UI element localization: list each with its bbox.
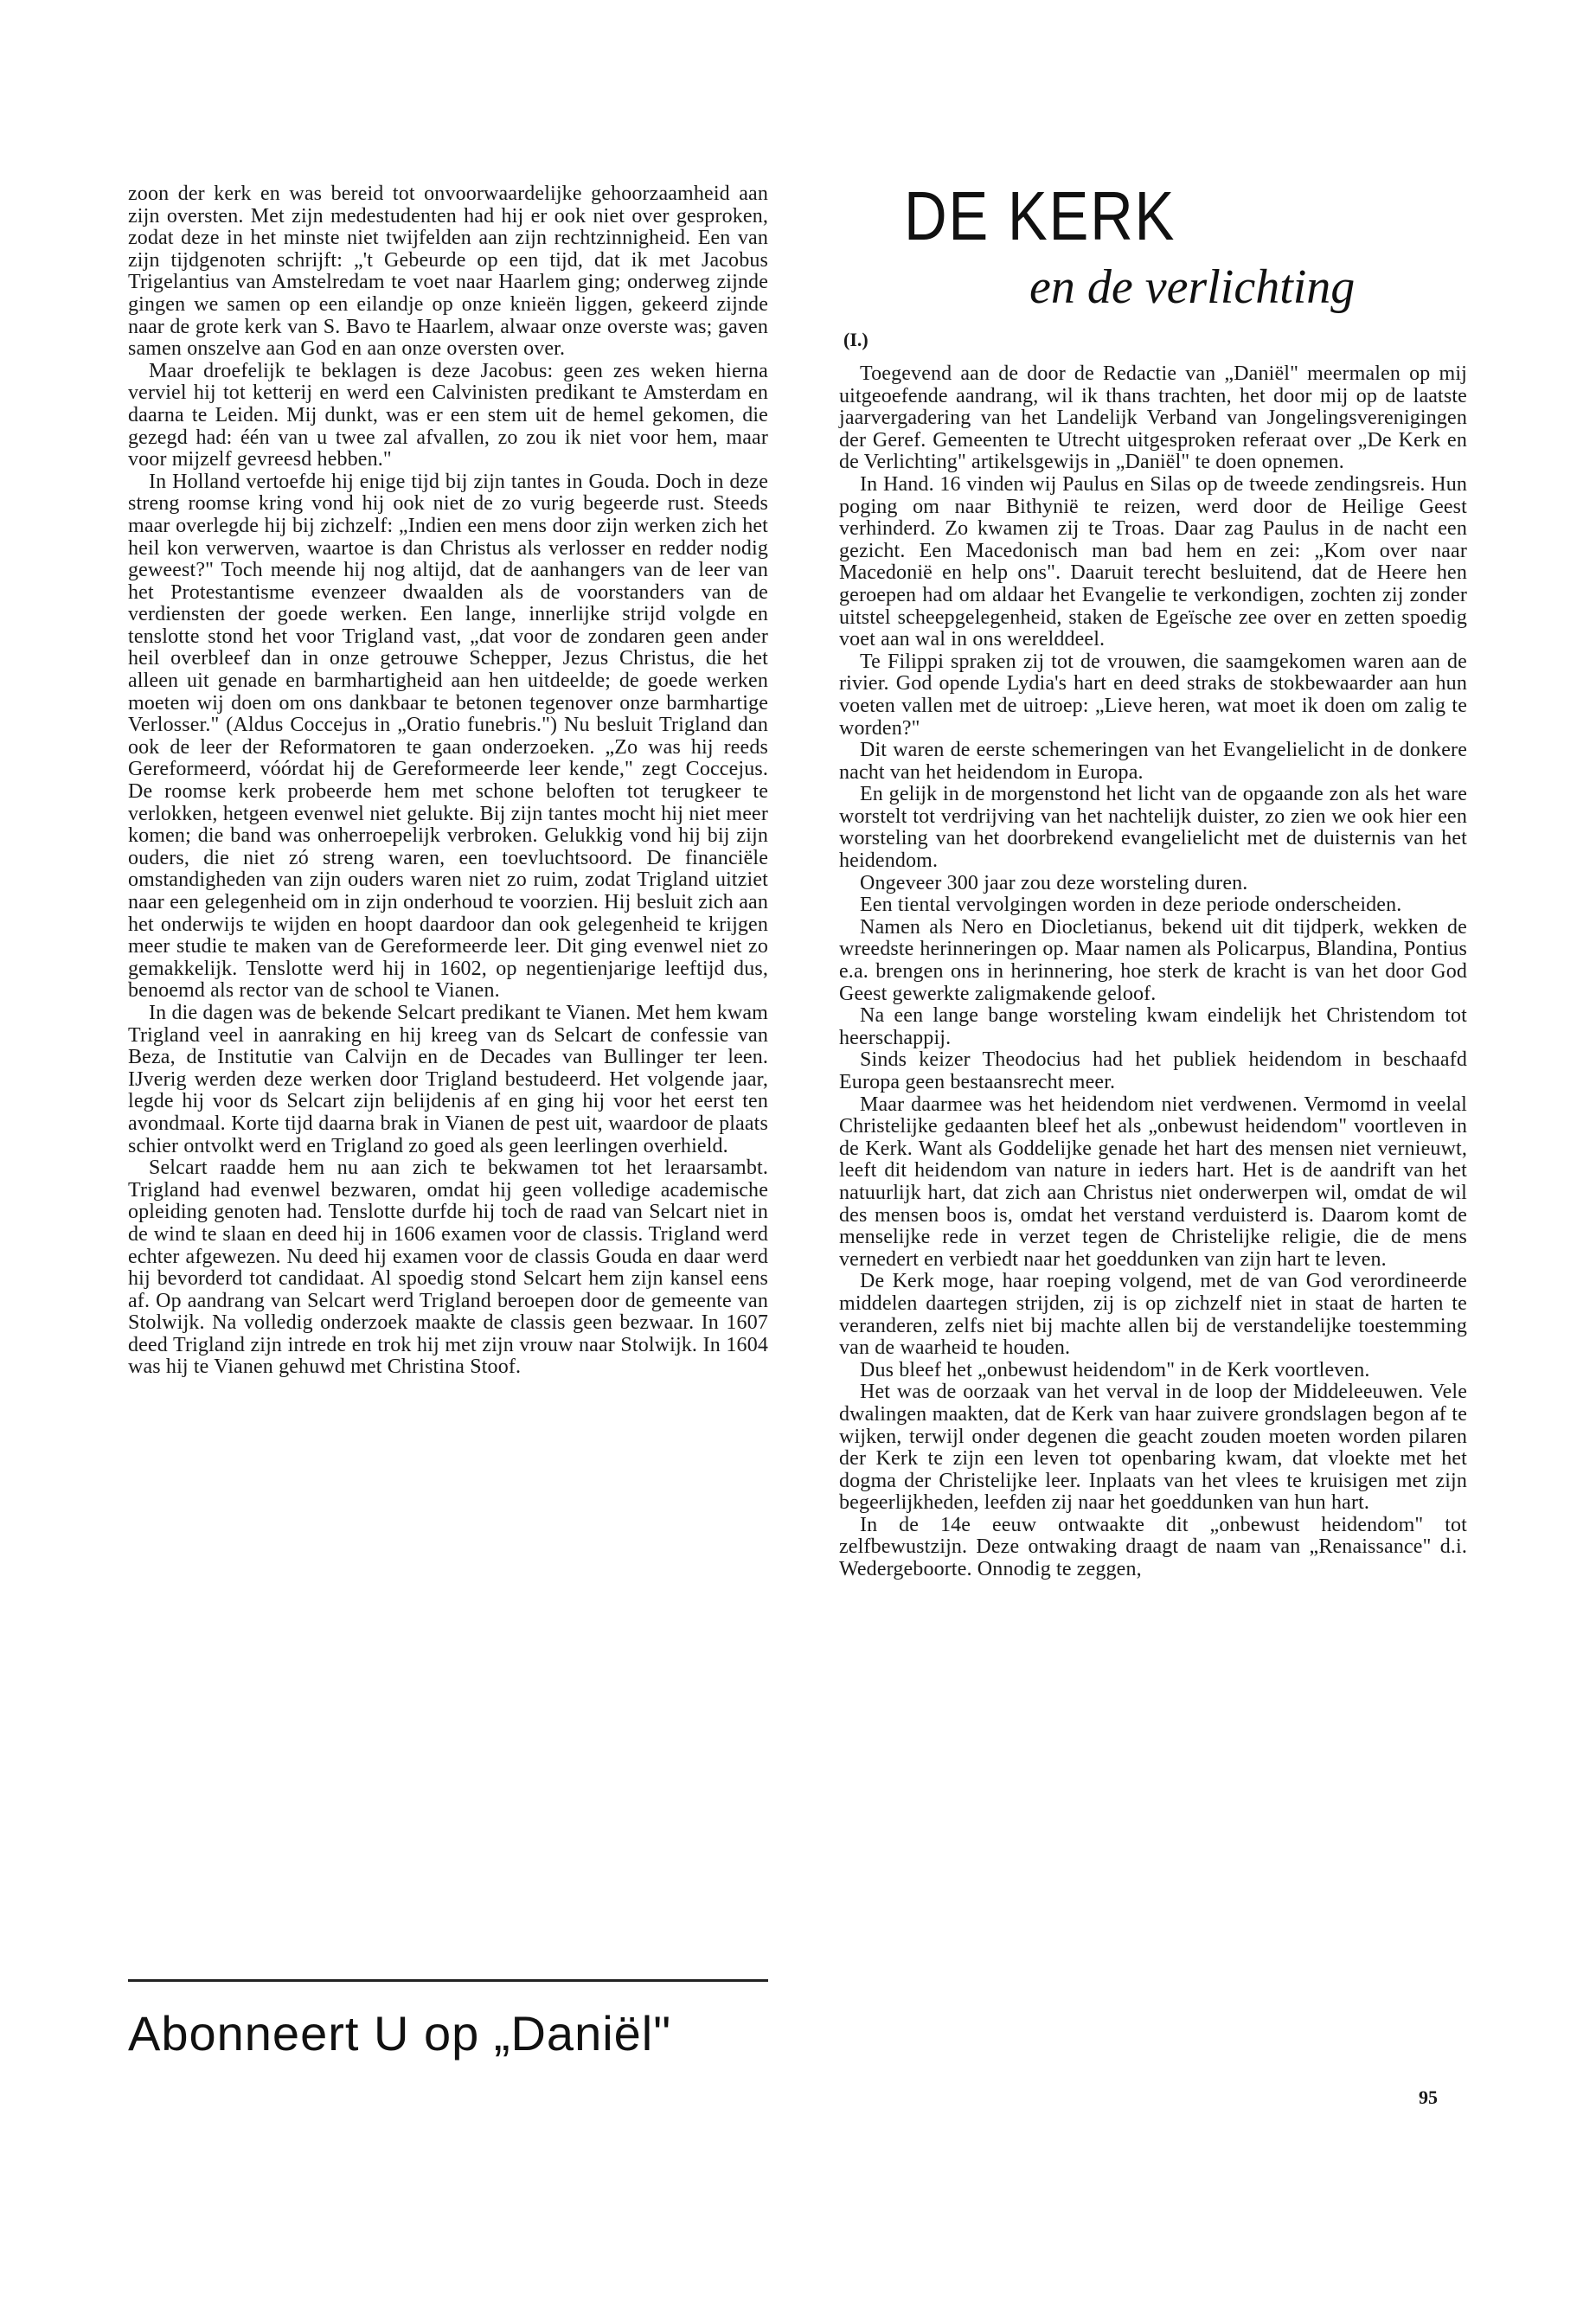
right-paragraph: En gelijk in de morgenstond het licht van de opgaande zon als het ware worstelt tot verdrijving van het nachtelijk duister, zo zien we ook hier een worsteling van het doorbrekend evangelielicht met de duisternis van het heidendom. [839,783,1467,873]
right-paragraph: Maar daarmee was het heidendom niet verdwenen. Vermomd in veelal Christelijke gedaanten bleef het als „onbewust heidendom" voortleven in de Kerk. Want als Goddelijke genade het hart des mensen niet vernieuwt, leeft dit heidendom van nature in ieders hart. Het is de aandrift van het natuurlijk hart, dat zich aan Christus niet onderwerpen wil, omdat de wil des mensen boos is, omdat het verstand verduisterd is. Daarom komt de menselijke rede in verzet tegen de Christelijke religie, die de mens vernedert en verbiedt naar het goeddunken van zijn hart te leven. [839,1093,1467,1271]
left-paragraph: In Holland vertoefde hij enige tijd bij zijn tantes in Gouda. Doch in deze streng roomse kring vond hij ook niet de zo vurig begeerde rust. Steeds maar overlegde hij bij zichzelf: „Indien een mens door zijn werken zich het heil kon verwerven, waartoe is dan Christus als verlosser en redder nodig geweest?" Toch meende hij nog altijd, dat de aanhangers van de leer van het Protestantisme evenzeer dwaalden als de voorstanders van de verdiensten der goede werken. Een lange, innerlijke strijd volgde en tenslotte stond het voor Trigland vast, „dat voor de zondaren geen ander heil overbleef dan in onze getrouwe Schepper, Jezus Christus, die het alleen uit genade en barmhartigheid aan hen uitdeelde; de goede werken moeten wij doen om ons dankbaar te betonen tegenover onze barmhartige Verlosser." (Aldus Coccejus in „Oratio funebris.") Nu besluit Trigland dan ook de leer der Reformatoren te gaan onderzoeken. „Zo was hij reeds Gereformeerd, vóórdat hij de Gereformeerde leer kende," zegt Coccejus. De roomse kerk probeerde hem met schone beloften tot terugkeer te verlokken, hetgeen evenwel niet gelukte. Bij zijn tantes mocht hij niet meer komen; die band was onherroepelijk verbroken. Gelukkig vond hij bij zijn ouders, die niet zó streng waren, een toevluchtsoord. De financiële omstandigheden van zijn ouders waren niet zo ruim, zodat Trigland uitziet naar een gelegenheid om in zijn onderhoud te voorzien. Hij besluit zich aan het onderwijs te wijden en hoopt daardoor dan ook gelegenheid te krijgen meer studie te maken van de Gereformeerde leer. Dit ging evenwel niet zo gemakkelijk. Tenslotte werd hij in 1602, op negentienjarige leeftijd dus, benoemd als rector van de school te Vianen. [128,470,768,1003]
right-paragraph: In de 14e eeuw ontwaakte dit „onbewust heidendom" tot zelfbewustzijn. Deze ontwaking draagt de naam van „Renaissance" d.i. Wedergeboorte. Onnodig te zeggen, [839,1513,1467,1581]
left-paragraph: Maar droefelijk te beklagen is deze Jacobus: geen zes weken hierna verviel hij tot ketterij en werd een Calvinisten predikant te Amsterdam en daarna te Leiden. Mij dunkt, was er een stem uit de hemel gekomen, die gezegd had: één van u twee zal afvallen, zo zou ik niet voor hem, maar voor mijzelf gevreesd hebben." [128,359,768,471]
right-column [839,363,1467,1581]
right-paragraph: Toegevend aan de door de Redactie van „Daniël" meermalen op mij uitgeoefende aandrang, wil ik thans trachten, het door mij op de laatste jaarvergadering van het Landelijk Verband van Jongelingsverenigingen der Geref. Gemeenten te Utrecht uitgesproken referaat over „De Kerk en de Verlichting" artikelsgewijs in „Daniël" te doen opnemen. [839,362,1467,474]
article-subheadline: en de verlichting [1029,260,1356,314]
right-paragraph: Dit waren de eerste schemeringen van het Evangelielicht in de donkere nacht van het heidendom in Europa. [839,739,1467,784]
right-paragraph: Dus bleef het „onbewust heidendom" in de Kerk voortleven. [860,1358,1370,1381]
right-paragraph: Een tiental vervolgingen worden in deze periode onderscheiden. [860,894,1402,917]
left-paragraph: In die dagen was de bekende Selcart predikant te Vianen. Met hem kwam Trigland veel in aanraking en hij kreeg van ds Selcart de confessie van Beza, de Institutie van Calvijn en de Decades van Bullinger ter leen. IJverig werden deze werken door Trigland bestudeerd. Het volgende jaar, legde hij voor ds Selcart zijn belijdenis af en ging hij voor het eerst ten avondmaal. Korte tijd daarna brak in Vianen de pest uit, waardoor de plaats schier ontvolkt werd en Trigland zo goed als geen leerlingen overhield. [128,1001,768,1157]
left-paragraph: Selcart raadde hem nu aan zich te bekwamen tot het leraarsambt. Trigland had evenwel bezwaren, omdat hij geen volledige academische opleiding genoten had. Tenslotte durfde hij toch de raad van Selcart niet in de wind te slaan en deed hij in 1606 examen voor de classis. Trigland werd echter afgewezen. Nu deed hij examen voor de classis Gouda en daar werd hij bevorderd tot candidaat. Al spoedig stond Selcart hem zijn kansel eens af. Op aandrang van Selcart werd Trigland beroepen door de gemeente van Stolwijk. Na volledig onderzoek maakte de classis geen bezwaar. In 1607 deed Trigland zijn intrede en trok hij met zijn vrouw naar Stolwijk. In 1604 was hij te Vianen gehuwd met Christina Stoof. [128,1157,768,1379]
right-paragraph: Namen als Nero en Diocletianus, bekend uit dit tijdperk, wekken de wreedste herinneringen op. Maar namen als Policarpus, Blandina, Pontius e.a. brengen ons in herinnering, hoe sterk de kracht is van het door God Geest gewerkte zaligmakende geloof. [839,915,1467,1005]
page-number: 95 [1419,2086,1438,2108]
section-divider [128,1979,768,1982]
right-paragraph: Na een lange bange worsteling kwam eindelijk het Christendom tot heerschappij. [839,1004,1467,1049]
right-paragraph: Ongeveer 300 jaar zou deze worsteling duren. [860,871,1248,894]
right-paragraph: De Kerk moge, haar roeping volgend, met de van God verordineerde middelen daartegen strijden, zij is op zichzelf niet in staat de harten te veranderen, zelfs niet bij machte allen bij de verstandelijke toestemming van de waarheid te houden. [839,1270,1467,1360]
subscribe-notice: Abonneert U op „Daniël" [128,2006,672,2061]
left-paragraph: zoon der kerk en was bereid tot onvoorwaardelijke gehoorzaamheid aan zijn oversten. Met zijn medestudenten had hij er ook niet over gesproken, zodat deze in het minste niet twijfelden aan zijn rechtzinnigheid. Een van zijn tijdgenoten schrijft: „'t Gebeurde op een tijd, dat ik met Jacobus Trigelantius van Amstelredam te voet naar Haarlem ging; onderweg zijnde gingen we samen op een eilandje op onze knieën liggen, gekeerd zijnde naar de grote kerk van S. Bavo te Haarlem, alwaar onze overste was; gaven samen onszelve aan God en aan onze oversten over. [128,183,768,361]
left-column [128,183,768,1379]
right-paragraph: In Hand. 16 vinden wij Paulus en Silas op de tweede zendingsreis. Hun poging om naar Bithynië te reizen, werd door de Heilige Geest verhinderd. Zo kwamen zij te Troas. Daar zag Paulus in de nacht een gezicht. Een Macedonisch man bad hem en zei: „Kom over naar Macedonië en help ons". Daaruit terecht besluitend, dat de Heere hen geroepen had om aldaar het Evangelie te verkondigen, zochten zij zonder uitstel scheepgelegenheid, staken de Egeïsche zee over en zetten spoedig voet aan wal in ons werelddeel. [839,472,1467,651]
right-paragraph: Sinds keizer Theodocius had het publiek heidendom in beschaafd Europa geen bestaansrecht meer. [839,1048,1467,1093]
part-number: (I.) [843,329,869,350]
right-paragraph: Het was de oorzaak van het verval in de loop der Middeleeuwen. Vele dwalingen maakten, dat de Kerk van haar zuivere grondslagen begon af te wijken, terwijl onder degenen die geacht zouden moeten worden pilaren der Kerk te zijn een leven tot openbaring kwam, dat vloekte met het dogma der Christelijke leer. Inplaats van het vlees te kruisigen met zijn begeerlijkheden, leefden zij naar het goeddunken van hun hart. [839,1381,1467,1515]
right-paragraph: Te Filippi spraken zij tot de vrouwen, die saamgekomen waren aan de rivier. God opende Lydia's hart en deed straks de stokbewaarder aan hun voeten vallen met de uitroep: „Lieve heren, wat moet ik doen om zalig te worden?" [839,650,1467,740]
article-headline: DE KERK [904,177,1176,254]
